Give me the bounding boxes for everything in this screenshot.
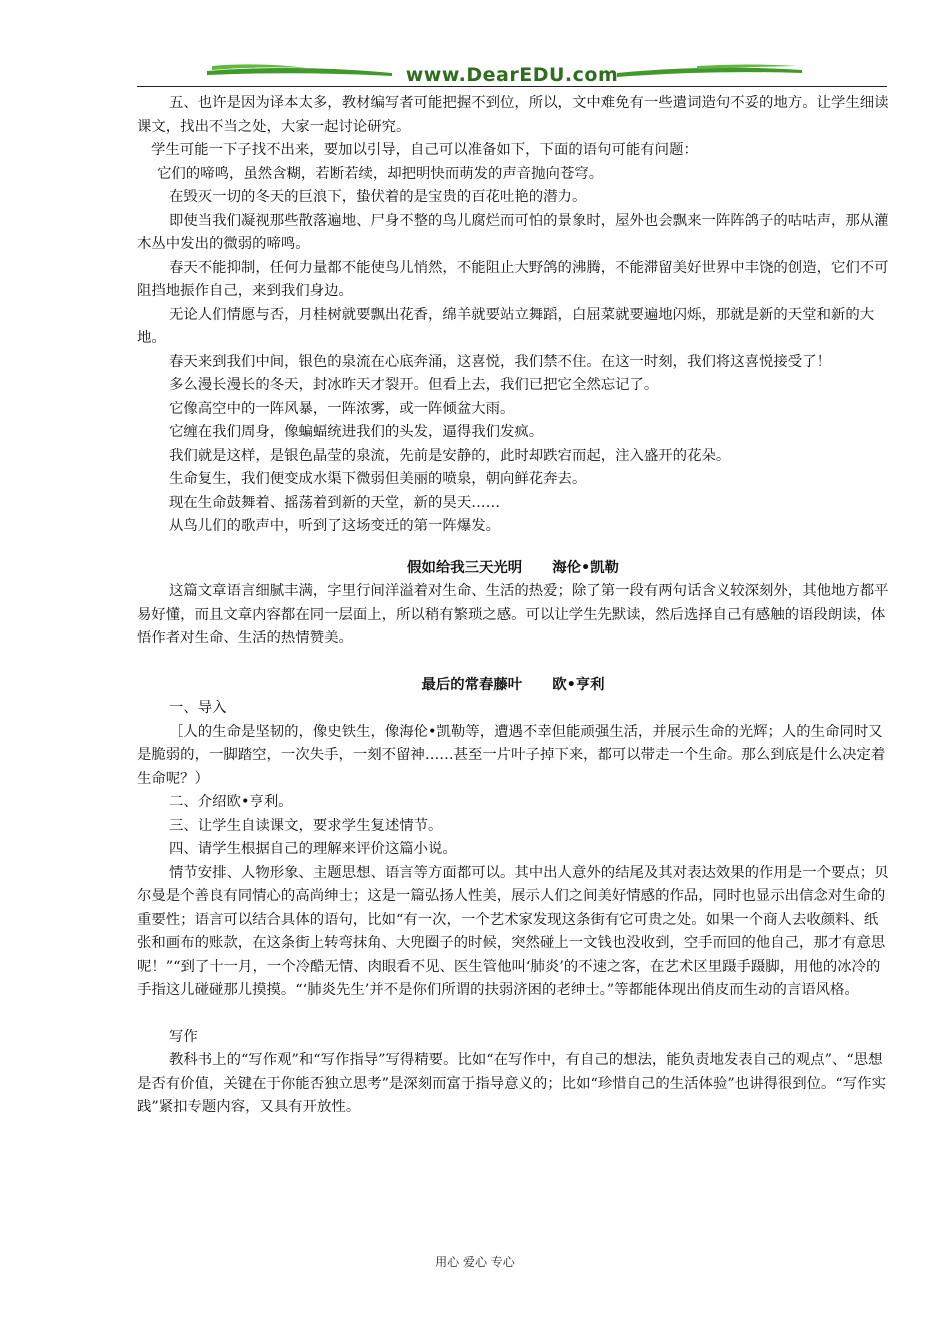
sec1-paragraph-2: 学生可能一下子找不出来，要加以引导，自己可以准备如下，下面的语句可能有问题： xyxy=(151,142,698,158)
quote-line: 现在生命鼓舞着、摇荡着到新的天堂，新的昊天…… xyxy=(169,494,500,511)
site-logo-text: www.DearEDU.com xyxy=(405,64,619,86)
quote-line: 在毁灭一切的冬天的巨浪下，蛰伏着的是宝贵的百花吐艳的潜力。 xyxy=(169,189,587,205)
quote-line: 它们的啼鸣，虽然含糊，若断若续，却把明快而萌发的声音抛向苍穹。 xyxy=(157,165,604,182)
quote-line: 从鸟儿们的歌声中，听到了这场变迁的第一阵爆发。 xyxy=(169,518,500,534)
sec3-analysis-paragraph: 情节安排、人物形象、主题思想、语言等方面都可以。其中出人意外的结尾及其对表达效果的作用是一个要点；贝尔曼是个善良有同情心的高尚绅士；这是一篇弘扬人性美，展示人们之间美好情感的作品，同时也显示出信念对生命的重要性；语言可以结合具体的语句，比如“有一次，一个艺术家发现这条街有它可贵之处。如果一个商人去收颜料、纸张和画布的账款，在这条街上转弯抹角、大兜圈子的时候，突然碰上一文钱也没收到，空手而回的他自己，那才有意思呢！”“到了十一月，一个冷酷无情、肉眼看不见、医生管他叫‘肺炎’的不速之客，在艺术区里蹑手蹑脚，用他的冰冷的手指这儿碰碰那儿摸摸。“‘肺炎先生’并不是你们所谓的扶弱济困的老绅士。”等都能体现出俏皮而生动的言语风格。 xyxy=(137,864,889,998)
quote-line: 即使当我们凝视那些散落遍地、尸身不整的鸟儿腐烂而可怕的景象时，屋外也会飘来一阵阵鸽子的咕咕声，那从灌木丛中发出的微弱的啼鸣。 xyxy=(137,212,889,252)
title-text: 最后的常春藤叶 xyxy=(421,676,523,693)
page-footer: 用心 爱心 专心 xyxy=(435,1255,515,1269)
sec1-paragraph-1: 五、也许是因为译本太多，教材编写者可能把握不到位，所以，文中难免有一些遣词造句不妥的地方。让学生细读课文，找出不当之处，大家一起讨论研究。 xyxy=(137,95,889,135)
quote-line: 无论人们情愿与否，月桂树就要飘出花香，绵羊就要站立舞蹈，白屈菜就要遍地闪烁，那就是新的天堂和新的大地。 xyxy=(137,306,875,346)
section-title-last-leaf xyxy=(137,674,889,698)
quote-line: 它像高空中的一阵风暴，一阵浓雾，或一阵倾盆大雨。 xyxy=(169,400,515,417)
quote-line: 它缠在我们周身，像蝙蝠统进我们的头发，逼得我们发疯。 xyxy=(169,424,544,440)
sec3-heading-4: 四、请学生根据自己的理解来评价这篇小说。 xyxy=(169,841,457,857)
quote-line: 我们就是这样，是银色晶莹的泉流，先前是安静的，此时却跌宕而起，注入盛开的花朵。 xyxy=(169,447,731,464)
quote-line: 春天不能抑制，任何力量都不能使鸟儿悄然，不能阻止大野鸽的沸腾，不能滞留美好世界中丰饶的创造，它们不可阻挡地振作自己，来到我们身边。 xyxy=(137,259,889,299)
title-text: 假如给我三天光明 xyxy=(407,559,523,576)
quote-line: 多么漫长漫长的冬天，封冰昨天才裂开。但看上去，我们已把它全然忘记了。 xyxy=(169,377,659,393)
sec3-heading-3: 三、让学生自读课文，要求学生复述情节。 xyxy=(169,817,443,834)
section-title-three-days xyxy=(137,557,889,581)
title-author: 海伦•凯勒 xyxy=(552,559,619,576)
page-header xyxy=(137,62,887,92)
header-rule xyxy=(137,86,887,87)
sec3-heading-2: 二、介绍欧•亨利。 xyxy=(169,794,293,810)
quote-line: 春天来到我们中间，银色的泉流在心底奔涌，这喜悦，我们禁不住。在这一时刻，我们将这喜悦接受了！ xyxy=(169,353,831,370)
quote-line: 生命复生，我们便变成水渠下微弱但美丽的喷泉，朝向鲜花奔去。 xyxy=(169,471,587,487)
title-author: 欧•亨利 xyxy=(552,676,605,693)
sec2-paragraph: 这篇文章语言细腻丰满，字里行间洋溢着对生命、生活的热爱；除了第一段有两句话含义较深刻外，其他地方都平易好懂，而且文章内容都在同一层面上，所以稍有繁琐之感。可以让学生先默读，然后选择自己有感触的语段朗读，体悟作者对生命、生活的热情赞美。 xyxy=(137,583,889,646)
sec3-heading-1: 一、导入 xyxy=(169,700,227,716)
document-body xyxy=(137,92,889,1120)
writing-heading: 写作 xyxy=(169,1028,198,1045)
writing-paragraph: 教科书上的“写作观”和“写作指导”写得精要。比如“在写作中，有自己的想法，能负责地发表自己的观点”、“思想是否有价值，关键在于你能否独立思考”是深刻而富于指导意义的；比如“珍惜自己的生活体验”也讲得很到位。“写作实践”紧扣专题内容，又具有开放性。 xyxy=(137,1052,886,1115)
sec3-intro-paragraph: ［人的生命是坚韧的，像史铁生，像海伦•凯勒等，遭遇不幸但能顽强生活，并展示生命的光辉；人的生命同时又是脆弱的，一脚踏空，一次失手，一刻不留神……甚至一片叶子掉下来，都可以带走一个生命。那么到底是什么决定着生命呢？） xyxy=(137,723,886,787)
